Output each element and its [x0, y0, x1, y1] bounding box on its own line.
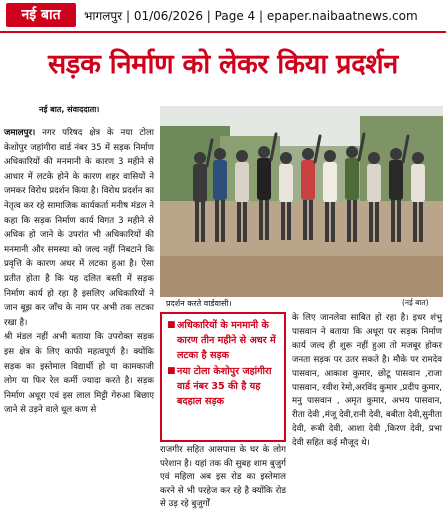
header-divider	[0, 31, 446, 33]
bullet-icon: ■	[167, 365, 176, 376]
article-column-right: के लिए जानलेवा साबित हो रहा है। इधर शंभु पासवान ने बताया कि अधूरा पर सड़क निर्माण कार्य जल्द ही शुरू नहीं हुआ तो मजबूर होकर जनता सड़क पर उतर सकते है। मौके पर रामदेव पासवान, आकाश कुमार, छोटू पासवान ,राजा पासवान, रवीश रेमो,अरविंद कुमार ,प्रदीप कुमार, मनु पासवान , अमृत कुमार, अभय पासवान, रीता देवी ,मंजू देवी,रानी देवी, बबीता देवी,सुनीता देवी, रूबी देवी, आशा देवी ,किरण देवी, प्रभा देवी सहित कई मौजूद थे।	[292, 313, 442, 449]
pullquote-item	[167, 318, 279, 364]
edition-info: भागलपुर | 01/06/2026 | Page 4 | epaper.naibaatnews.com	[84, 9, 418, 23]
article-column-left	[4, 126, 154, 500]
paragraph-1	[4, 126, 154, 330]
pullquote-item	[167, 364, 279, 410]
paragraph-1-text: नगर परिषद क्षेत्र के नया टोला केशोपुर जहांगीरा वार्ड नंबर 35 में सड़क निर्माण अधिकारियों की मनमानी के कारण 3 महीने से आधार में लटके होने के कारण शहर वासियों ने जमकर विरोध प्रदर्शन किया है। विरोध प्रदर्शन का नेतृत्व कर रहे सामाजिक कार्यकर्ता मनीष मंडल ने कहा कि सड़क निर्माण कार्य विगत 3 महीने से अधिक हो जाने के उपरांत भी अधिकारियों की मनमानी और समस्या को जल्द नहीं निबटाने कि प्रवृत्ति के कारण अधर में लटका हुआ है। ऐसा प्रतीत होता है कि यह दलित बस्ती में सड़क निर्माण कार्य हो रहा है इसलिए अधिकारियों ने जान बूझ कर जाँच के नाम पर अभी तक लटका रखा है।	[4, 128, 155, 328]
protest-photo	[160, 106, 443, 297]
pullquote-text: अधिकारियों के मनमानी के कारण तीन महीने से अधर में लटका है सड़क	[177, 320, 276, 362]
article-byline: नई बात, संवाददाता।	[39, 105, 100, 114]
article-column-middle: राजगीर सहित आसपास के घर के लोग परेशान है। यहां तक की सुबह शाम बुजुर्ग एवं महिला अब इस रोड का इस्तेमाल करने से भी परहेज कर रहे है क्योंकि रोड से उड़ रहे बुजुर्गों	[160, 445, 286, 510]
dateline: जमालपुर।	[4, 128, 36, 138]
pullquote-box	[160, 312, 286, 442]
newspaper-logo[interactable]: नई बात	[6, 3, 76, 27]
photo-caption: प्रदर्शन करते वार्डवासी।	[166, 299, 232, 308]
pullquote-text: नया टोला केशोपुर जहांगीरा वार्ड नंबर 35 की है यह बदहाल सड़क	[177, 365, 272, 408]
bullet-icon: ■	[167, 320, 176, 330]
protest-photo-illustration	[160, 106, 443, 297]
article-headline: सड़क निर्माण को लेकर किया प्रदर्शन	[47, 49, 398, 80]
paragraph-2: श्री मंडल नहीं अभी बताया कि उपरोक्त सड़क इस क्षेत्र के लिए काफी महत्वपूर्ण है। क्योंकि सड़क का इस्तेमाल विद्यार्थी हो या कामकाजी लोग या फिर रेल कर्मी ज्यादा करते है। सड़क निर्माण अधूरा एवं इस लाल मिट्टी गेरुआ बिछाए जाने से उड़ने वाले धूल कण से	[4, 332, 154, 416]
photo-credit: (नई बात)	[402, 298, 429, 307]
masthead	[0, 0, 446, 30]
